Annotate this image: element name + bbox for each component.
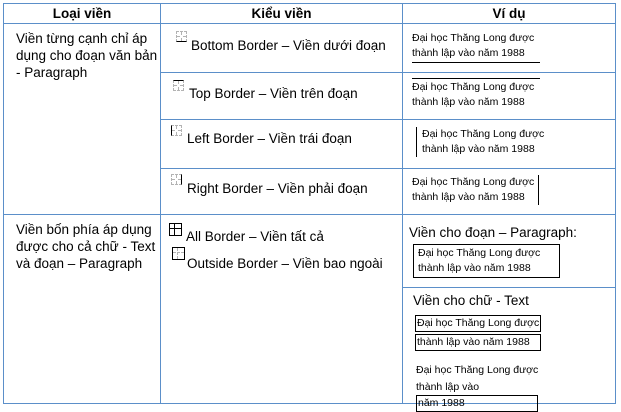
header-row <box>4 4 616 24</box>
paragraph-title: Viền cho đoạn – Paragraph: <box>409 225 577 240</box>
bottom-border-icon <box>176 31 187 42</box>
example-top-border: Đại học Thăng Long được thành lập vào năm 1988 <box>412 78 540 110</box>
border-types-table-wrapper <box>3 3 616 409</box>
group1-type-cell <box>4 24 161 215</box>
style-cell-left <box>161 120 403 169</box>
all-border-icon <box>169 223 182 236</box>
right-border-label: Right Border – Viền phải đoạn <box>187 181 368 196</box>
style-cell-all-outside <box>161 215 403 404</box>
outside-border-icon <box>172 247 185 260</box>
example-bottom-border: Đại học Thăng Long được thành lập vào năm 1988 <box>412 31 540 63</box>
all-border-label: All Border – Viền tất cả <box>186 229 324 244</box>
example-inline-box: Đại học Thăng Long được thành lập vào năm 1988 <box>416 363 538 412</box>
left-border-icon <box>171 125 182 136</box>
style-cell-top <box>161 73 403 120</box>
left-border-label: Left Border – Viền trái đoạn <box>187 131 352 146</box>
text-title: Viền cho chữ - Text <box>413 293 529 308</box>
header-type: Loại viền <box>4 4 161 24</box>
header-style: Kiểu viền <box>161 4 403 24</box>
example-cell-right <box>403 169 616 215</box>
group2-type-cell <box>4 215 161 404</box>
header-example: Ví dụ <box>403 4 616 24</box>
bottom-border-label: Bottom Border – Viền dưới đoạn <box>191 38 386 53</box>
example-text-box: Đại học Thăng Long được thành lập vào năm 1988 <box>415 315 541 351</box>
border-types-table <box>3 3 616 409</box>
example-right-border: Đại học Thăng Long được thành lập vào năm 1988 <box>412 175 539 205</box>
example-cell-top <box>403 73 616 120</box>
group2-type-text: Viền bốn phía áp dụng được cho cả chữ - Text và đoạn – Paragraph <box>16 222 156 271</box>
group1-type-text: Viền từng cạnh chỉ áp dụng cho đoạn văn bản - Paragraph <box>16 31 158 80</box>
text-example-block <box>403 288 615 409</box>
paragraph-example-block <box>403 215 615 288</box>
table-row <box>4 24 616 73</box>
example-paragraph-box: Đại học Thăng Long được thành lập vào năm 1988 <box>413 244 560 278</box>
outside-border-label: Outside Border – Viền bao ngoài <box>187 256 383 271</box>
top-border-label: Top Border – Viền trên đoạn <box>189 86 358 101</box>
style-cell-right <box>161 169 403 215</box>
right-border-icon <box>171 174 182 185</box>
example-left-border: Đại học Thăng Long được thành lập vào năm 1988 <box>416 127 544 157</box>
top-border-icon <box>173 80 184 91</box>
example-cell-bottom <box>403 24 616 73</box>
style-cell-bottom <box>161 24 403 73</box>
example-cell-all-outside <box>403 215 616 409</box>
table-row <box>4 215 616 404</box>
example-cell-left <box>403 120 616 169</box>
